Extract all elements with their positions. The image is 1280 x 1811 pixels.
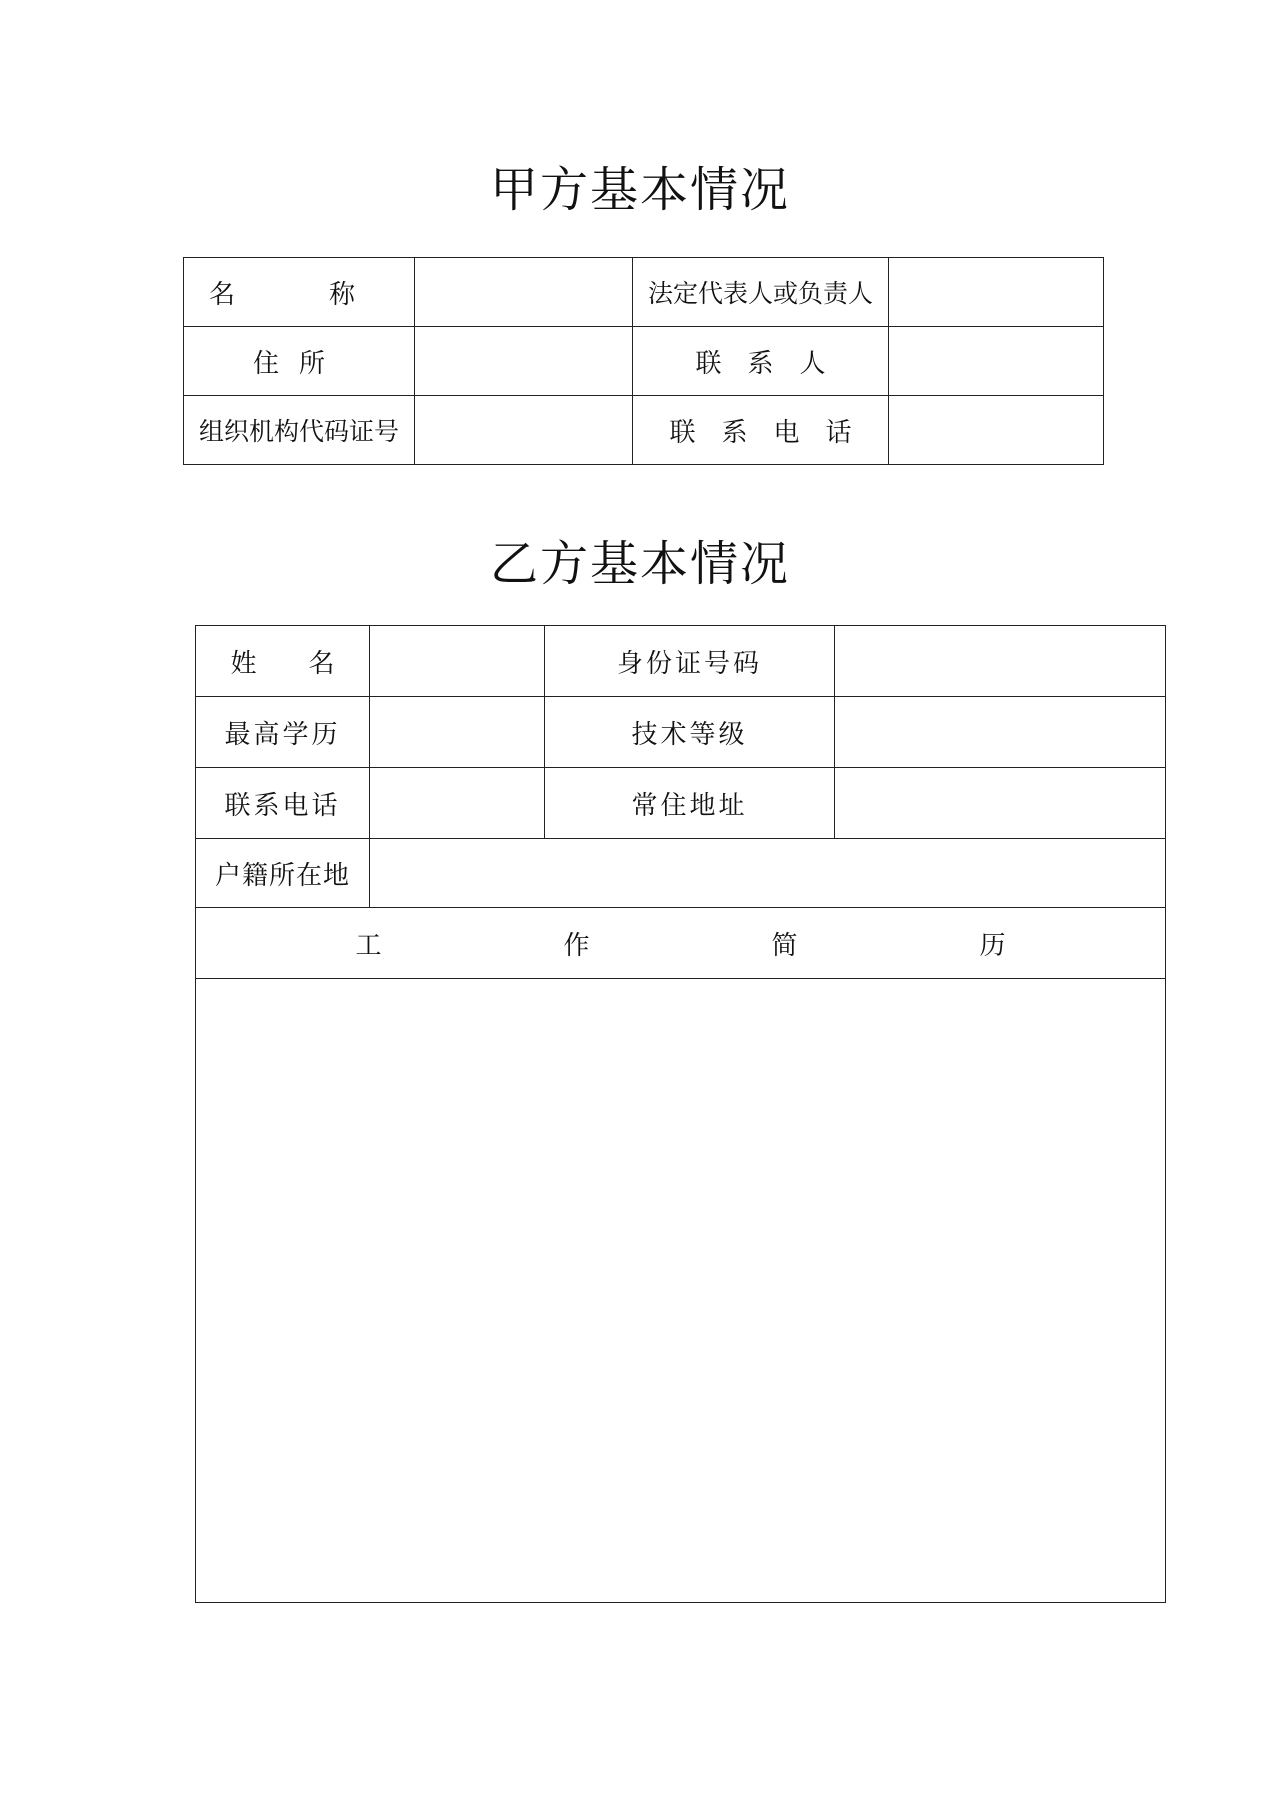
party-b-row-work-history-header	[196, 908, 1166, 979]
label-contact-phone: 联 系 电 话	[633, 396, 889, 465]
label-legal-representative: 法定代表人或负责人	[633, 258, 889, 327]
party-b-row-phone	[196, 768, 1166, 839]
contact-person-field[interactable]	[889, 327, 1104, 396]
label-education: 最高学历	[196, 697, 370, 768]
party-b-row-work-history-body	[196, 979, 1166, 1603]
party-a-row-address	[184, 327, 1104, 396]
legal-representative-field[interactable]	[889, 258, 1104, 327]
party-a-row-name	[184, 258, 1104, 327]
label-person-name: 姓 名	[196, 626, 370, 697]
label-skill-level: 技术等级	[545, 697, 835, 768]
label-household-registration: 户籍所在地	[196, 839, 370, 908]
person-name-field[interactable]	[370, 626, 545, 697]
org-code-field[interactable]	[415, 396, 633, 465]
party-b-title: 乙方基本情况	[489, 536, 790, 592]
party-a-title: 甲方基本情况	[489, 162, 790, 218]
work-history-field[interactable]	[196, 979, 1166, 1603]
party-b-table	[195, 625, 1166, 1603]
label-residence-address: 常住地址	[545, 768, 835, 839]
id-number-field[interactable]	[835, 626, 1166, 697]
party-b-row-household	[196, 839, 1166, 908]
party-b-row-education	[196, 697, 1166, 768]
contact-phone-field[interactable]	[889, 396, 1104, 465]
label-phone: 联系电话	[196, 768, 370, 839]
skill-level-field[interactable]	[835, 697, 1166, 768]
label-contact-person: 联 系 人	[633, 327, 889, 396]
party-b-row-name	[196, 626, 1166, 697]
education-field[interactable]	[370, 697, 545, 768]
label-org-code: 组织机构代码证号	[184, 396, 415, 465]
label-address: 住所	[184, 327, 415, 396]
label-id-number: 身份证号码	[545, 626, 835, 697]
residence-address-field[interactable]	[835, 768, 1166, 839]
phone-field[interactable]	[370, 768, 545, 839]
party-a-row-org-code	[184, 396, 1104, 465]
label-name: 名 称	[184, 258, 415, 327]
address-field[interactable]	[415, 327, 633, 396]
party-a-table	[183, 257, 1104, 465]
work-history-heading: 工 作 简 历	[196, 908, 1166, 979]
household-registration-field[interactable]	[370, 839, 1166, 908]
name-field[interactable]	[415, 258, 633, 327]
